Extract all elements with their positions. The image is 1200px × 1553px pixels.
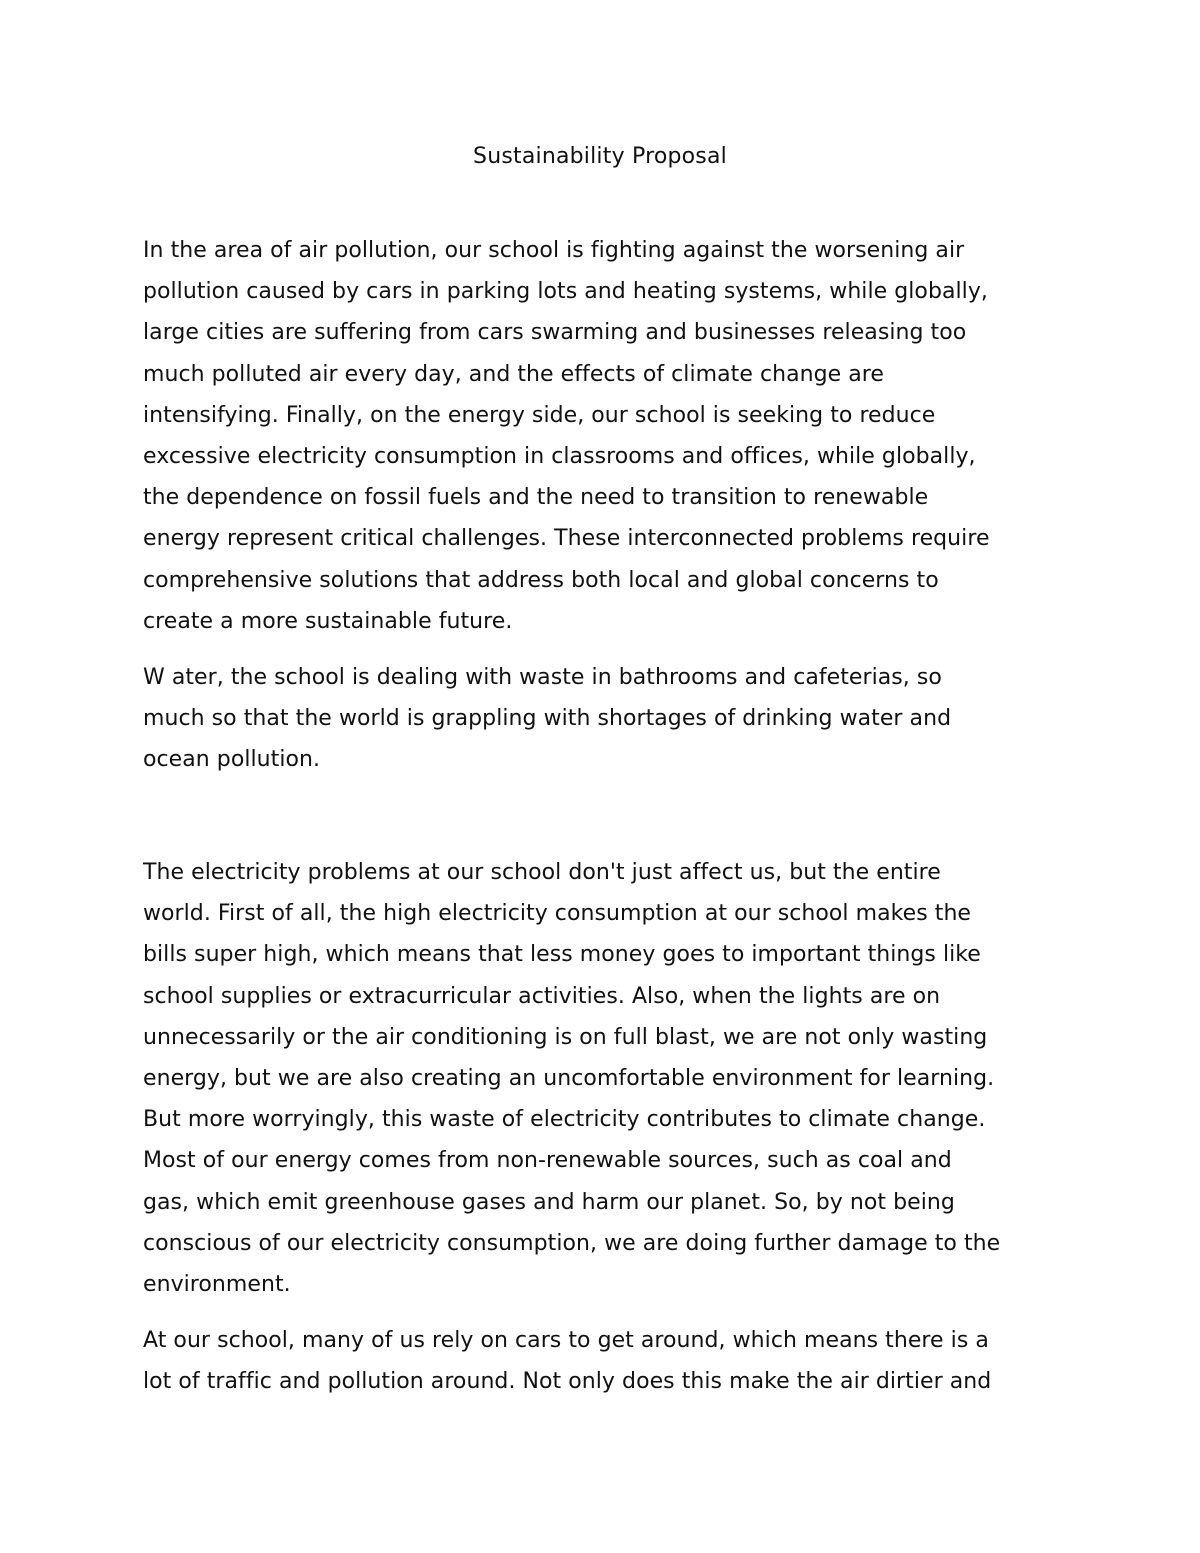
paragraph-air-pollution-intro: In the area of air pollution, our school is fighting against the worsening air pollution caused by cars in parking lots and heating systems, while globally, large cities are suffering from cars swarming and businesses releasing too much polluted air every day, and the effects of climate change are intensifying. Finally, on the energy side, our school is seeking to reduce excessive electricity consumption in classrooms and offices, while globally, the dependence on fossil fuels and the need to transition to renewable energy represent critical challenges. These interconnected problems require comprehensive solutions that address both local and global concerns to create a more sustainable future.	[143, 238, 990, 634]
paragraph-water: W ater, the school is dealing with waste in bathrooms and cafeterias, so much so that the world is grappling with shortages of drinking water and ocean pollution.	[143, 665, 952, 773]
document-title: Sustainability Proposal	[473, 144, 727, 169]
paragraph-cars-traffic: At our school, many of us rely on cars to get around, which means there is a lot of traffic and pollution around. Not only does this make the air dirtier and	[143, 1328, 992, 1395]
paragraph-electricity-problems: The electricity problems at our school don't just affect us, but the entire world. First of all, the high electricity consumption at our school makes the bills super high, which means that less money goes to important things like school supplies or extracurricular activities. Also, when the lights are on unnecessarily or the air conditioning is on full blast, we are not only wasting energy, but we are also creating an uncomfortable environment for learning. But more worryingly, this waste of electricity contributes to climate change. Most of our energy comes from non-renewable sources, such as coal and gas, which emit greenhouse gases and harm our planet. So, by not being conscious of our electricity consumption, we are doing further damage to the environment.	[143, 860, 1001, 1298]
